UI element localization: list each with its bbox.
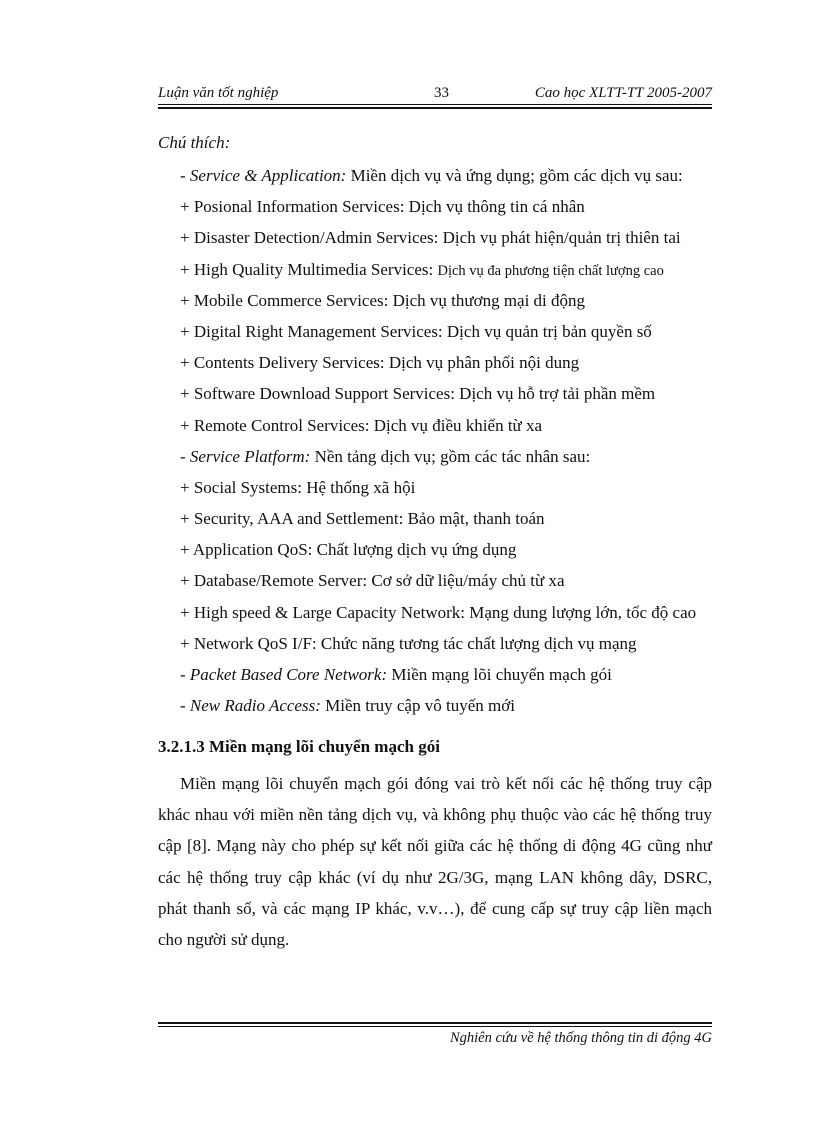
- list-item: - Packet Based Core Network: Miền mạng lõi chuyển mạch gói: [180, 665, 612, 684]
- page-footer: Nghiên cứu về hệ thống thông tin di động 4G: [449, 1030, 712, 1046]
- list-item: + Security, AAA and Settlement: Bảo mật, thanh toán: [180, 509, 545, 529]
- header-rule-thick: [158, 107, 712, 109]
- list-item: - New Radio Access: Miền truy cập vô tuyến mới: [180, 696, 515, 716]
- header-thesis-label: Luận văn tốt nghiệp: [158, 85, 279, 101]
- page-header: [158, 83, 712, 105]
- list-item: + High speed & Large Capacity Network: Mạng dung lượng lớn, tốc độ cao: [180, 602, 697, 622]
- legend-list: [180, 163, 720, 724]
- page-number: 33: [434, 85, 449, 101]
- list-item: + Database/Remote Server: Cơ sở dữ liệu/máy chủ từ xa: [180, 571, 565, 591]
- list-item: + Digital Right Management Services: Dịch vụ quản trị bản quyền số: [180, 321, 652, 341]
- header-course-label: Cao học XLTT-TT 2005-2007: [534, 85, 712, 101]
- list-item: + High Quality Multimedia Services: Dịch vụ đa phương tiện chất lượng cao: [180, 259, 664, 279]
- section-heading: 3.2.1.3 Miền mạng lõi chuyển mạch gói: [158, 737, 440, 756]
- list-item: + Software Download Support Services: Dịch vụ hỗ trợ tải phần mềm: [180, 384, 656, 404]
- list-item: + Contents Delivery Services: Dịch vụ phân phối nội dung: [180, 353, 580, 373]
- list-item: + Posional Information Services: Dịch vụ thông tin cá nhân: [180, 197, 585, 217]
- header-rule-thin: [158, 104, 712, 105]
- list-item: + Mobile Commerce Services: Dịch vụ thương mại di động: [180, 290, 586, 310]
- list-item: - Service Platform: Nền tảng dịch vụ; gồm các tác nhân sau:: [180, 446, 591, 466]
- list-item: + Application QoS: Chất lượng dịch vụ ứng dụng: [180, 540, 517, 560]
- note-title: Chú thích:: [158, 133, 231, 152]
- list-item: - Service & Application: Miền dịch vụ và ứng dụng; gồm các dịch vụ sau:: [180, 166, 683, 185]
- footer-rule-thick: [158, 1022, 712, 1024]
- footer-rule-thin: [158, 1026, 712, 1027]
- list-item: + Remote Control Services: Dịch vụ điều khiển từ xa: [180, 415, 543, 435]
- list-item: + Disaster Detection/Admin Services: Dịch vụ phát hiện/quản trị thiên tai: [180, 228, 681, 248]
- list-item: + Network QoS I/F: Chức năng tương tác chất lượng dịch vụ mạng: [180, 633, 637, 653]
- list-item: + Social Systems: Hệ thống xã hội: [180, 477, 416, 497]
- body-paragraph: Miền mạng lõi chuyển mạch gói đóng vai trò kết nối các hệ thống truy cập khác nhau với miền nền tảng dịch vụ, và không phụ thuộc vào các hệ thống truy cập [8]. Mạng này cho phép sự kết nối giữa các hệ thống di động 4G cũng như các hệ thống truy cập khác (ví dụ như 2G/3G, mạng LAN không dây, DSRC, phát thanh số, và các mạng IP khác, v.v…), để cung cấp sự truy cập liền mạch cho người sử dụng.: [158, 774, 712, 950]
